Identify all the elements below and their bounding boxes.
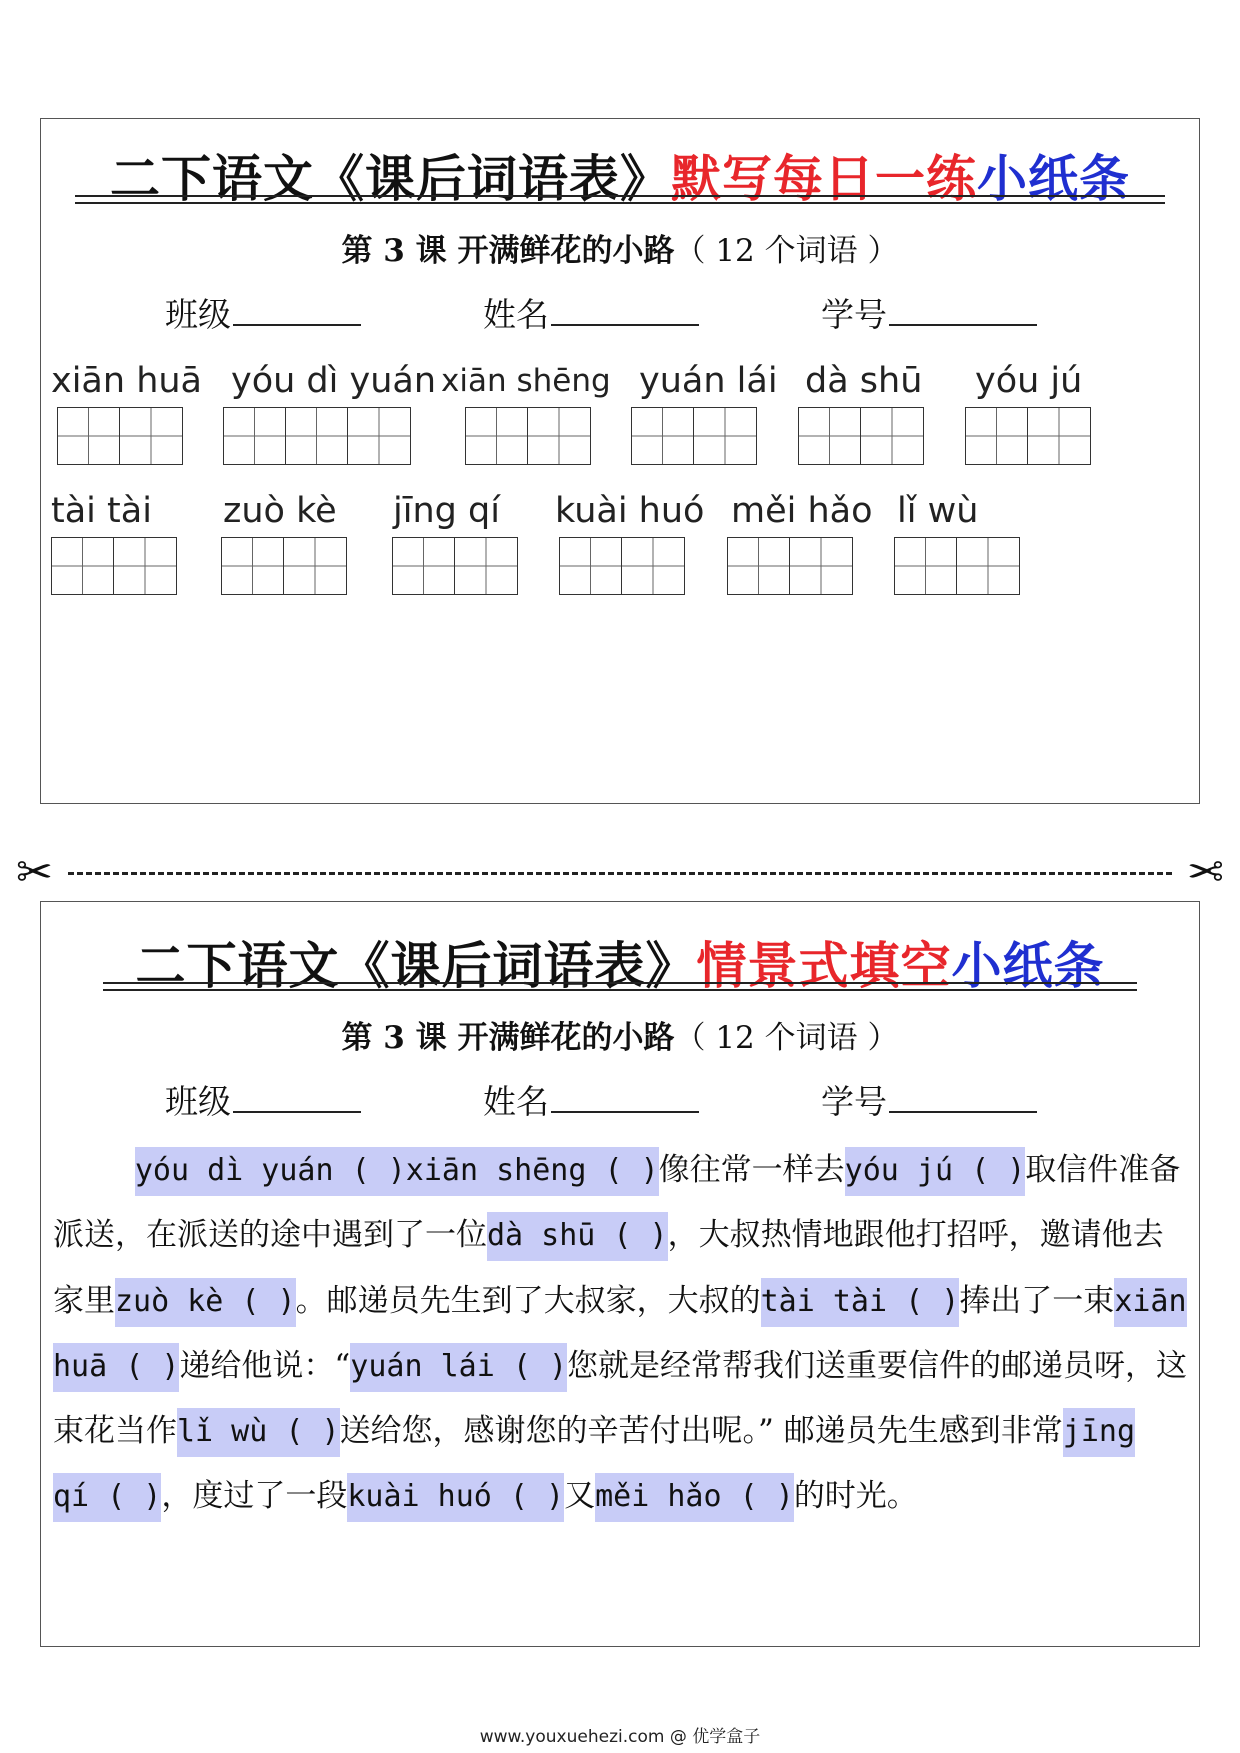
pinyin-label: yuán lái xyxy=(639,361,778,401)
class-label: 班级 xyxy=(165,295,231,334)
writing-grid[interactable] xyxy=(559,537,685,595)
grid-cell[interactable] xyxy=(895,538,957,594)
pinyin-label: lǐ wù xyxy=(897,491,979,531)
grid-cell[interactable] xyxy=(284,538,346,594)
pinyin-blank[interactable]: měi hǎo ( ) xyxy=(595,1473,794,1522)
id-blank[interactable] xyxy=(889,1081,1037,1113)
grid-cell[interactable] xyxy=(632,408,694,464)
pinyin-label: yóu jú xyxy=(975,361,1083,401)
pinyin-blank[interactable]: yuán lái xyxy=(350,1343,495,1392)
grid-cell[interactable] xyxy=(694,408,756,464)
story-text: 。邮递员先生到了大叔家，大叔的 xyxy=(295,1282,761,1319)
pinyin-blank[interactable]: jīng qí ( ) xyxy=(53,1408,1135,1522)
writing-grid[interactable] xyxy=(965,407,1091,465)
grid-cell[interactable] xyxy=(957,538,1019,594)
grid-cell[interactable] xyxy=(560,538,622,594)
writing-grid[interactable] xyxy=(221,537,347,595)
name-label: 姓名 xyxy=(483,295,549,334)
grid-cell[interactable] xyxy=(52,538,114,594)
grid-cell[interactable] xyxy=(393,538,455,594)
class-field[interactable] xyxy=(165,289,361,336)
story-text: 递给他说：“ xyxy=(179,1347,351,1384)
lesson-title xyxy=(41,225,1199,270)
title-double-rule xyxy=(75,195,1165,204)
pinyin-blank[interactable]: yóu jú ( xyxy=(845,1147,1008,1196)
grid-cell[interactable] xyxy=(528,408,590,464)
story-text: 送给您，感谢您的辛苦付出呢。” 邮递员先生感到非常 xyxy=(339,1413,1063,1450)
grid-cell[interactable] xyxy=(224,408,286,464)
pinyin-label: měi hǎo xyxy=(731,491,873,531)
story-text: 像往常一样去 xyxy=(658,1152,845,1188)
name-blank[interactable] xyxy=(551,294,699,326)
id-blank[interactable] xyxy=(889,294,1037,326)
grid-cell[interactable] xyxy=(1028,408,1090,464)
name-field[interactable] xyxy=(483,289,699,336)
title-red: 情景式填空 xyxy=(696,937,952,995)
writing-grid[interactable] xyxy=(51,537,177,595)
grid-cell[interactable] xyxy=(728,538,790,594)
name-label: 姓名 xyxy=(483,1082,549,1121)
writing-grid[interactable] xyxy=(57,407,183,465)
name-field[interactable] xyxy=(483,1076,699,1123)
word-count: （ 12 个词语 ） xyxy=(674,1020,899,1056)
writing-grid[interactable] xyxy=(798,407,924,465)
writing-grid[interactable] xyxy=(392,537,518,595)
pinyin-label: dà shū xyxy=(805,361,923,401)
pinyin-blank[interactable]: yóu dì yuán ( ) xyxy=(135,1147,406,1196)
title-red: 默写每日一练 xyxy=(671,150,977,208)
grid-cell[interactable] xyxy=(790,538,852,594)
pinyin-label: zuò kè xyxy=(223,491,337,531)
class-blank[interactable] xyxy=(233,1081,361,1113)
word-count: （ 12 个词语 ） xyxy=(674,233,899,269)
grid-cell[interactable] xyxy=(799,408,861,464)
grid-cell[interactable] xyxy=(58,408,120,464)
pinyin-label: jīng qí xyxy=(393,491,500,531)
pinyin-blank[interactable]: kuài huó ( ) xyxy=(347,1473,564,1522)
lesson-name: 第 3 课 开满鲜花的小路 xyxy=(341,233,675,269)
writing-grid[interactable] xyxy=(727,537,853,595)
pinyin-label: xiān huā xyxy=(51,361,203,401)
story-text: 您就是经常帮我们送重要信件的邮递员呀，这束花当作 xyxy=(53,1347,1188,1450)
grid-cell[interactable] xyxy=(120,408,182,464)
story-text: ，大叔热情地跟他打招呼，邀请他去家里 xyxy=(53,1217,1164,1319)
fill-in-card xyxy=(40,901,1200,1647)
scissors-icon: ✂ xyxy=(16,847,53,898)
pinyin-label: kuài huó xyxy=(555,491,705,531)
pinyin-blank[interactable]: xiān huā ( ) xyxy=(53,1278,1187,1392)
story-text: ，度过了一段 xyxy=(161,1478,348,1515)
writing-grid[interactable] xyxy=(631,407,757,465)
pinyin-label: tài tài xyxy=(51,491,152,531)
scissors-icon: ✂ xyxy=(1187,847,1224,898)
grid-cell[interactable] xyxy=(455,538,517,594)
grid-cell[interactable] xyxy=(861,408,923,464)
title-blue: 小纸条 xyxy=(951,937,1105,995)
grid-cell[interactable] xyxy=(622,538,684,594)
pinyin-blank[interactable]: lǐ wù ( ) xyxy=(177,1408,340,1457)
grid-cell[interactable] xyxy=(348,408,410,464)
class-field[interactable] xyxy=(165,1076,361,1123)
id-label: 学号 xyxy=(821,295,887,334)
pinyin-blank[interactable]: zuò kè ( ) xyxy=(115,1278,296,1327)
grid-cell[interactable] xyxy=(286,408,348,464)
grid-cell[interactable] xyxy=(466,408,528,464)
footer-credit: www.youxuehezi.com @ 优学盒子 xyxy=(479,1727,761,1747)
writing-grid[interactable] xyxy=(223,407,411,465)
story-text: 捧出了一束 xyxy=(959,1282,1115,1319)
title-main: 二下语文《课后词语表》 xyxy=(110,150,671,208)
pinyin-blank[interactable]: xiān shēng ( ) xyxy=(406,1147,659,1196)
id-label: 学号 xyxy=(821,1082,887,1121)
story-text: 取信件准备派送，在派送的途中遇到了一位 xyxy=(53,1152,1181,1254)
name-blank[interactable] xyxy=(551,1081,699,1113)
pinyin-blank[interactable]: ) xyxy=(1007,1147,1025,1196)
pinyin-label: yóu dì yuán xyxy=(231,361,437,401)
story-paragraph xyxy=(53,1138,1189,1530)
grid-cell[interactable] xyxy=(114,538,176,594)
dashed-divider xyxy=(68,872,1172,875)
title-double-rule xyxy=(103,982,1137,991)
class-blank[interactable] xyxy=(233,294,361,326)
writing-grid[interactable] xyxy=(465,407,591,465)
title-main: 二下语文《课后词语表》 xyxy=(135,937,697,995)
writing-grid[interactable] xyxy=(894,537,1020,595)
class-label: 班级 xyxy=(165,1082,231,1121)
grid-cell[interactable] xyxy=(222,538,284,594)
student-info xyxy=(41,1076,1199,1126)
id-field[interactable] xyxy=(821,289,1037,336)
grid-cell[interactable] xyxy=(966,408,1028,464)
id-field[interactable] xyxy=(821,1076,1037,1123)
story-text: 的时光。 xyxy=(793,1478,918,1515)
student-info xyxy=(41,289,1199,339)
lesson-title xyxy=(41,1012,1199,1057)
lesson-name: 第 3 课 开满鲜花的小路 xyxy=(341,1020,675,1056)
pinyin-blank[interactable]: tài tài ( ) xyxy=(761,1278,960,1327)
title-blue: 小纸条 xyxy=(977,150,1130,208)
dictation-card xyxy=(40,118,1200,804)
story-text: 又 xyxy=(564,1478,596,1515)
pinyin-label: xiān shēng xyxy=(441,363,611,399)
cut-line xyxy=(0,849,1240,899)
pinyin-blank[interactable]: dà shū ( ) xyxy=(487,1212,668,1261)
pinyin-blank[interactable]: ( ) xyxy=(495,1343,567,1392)
